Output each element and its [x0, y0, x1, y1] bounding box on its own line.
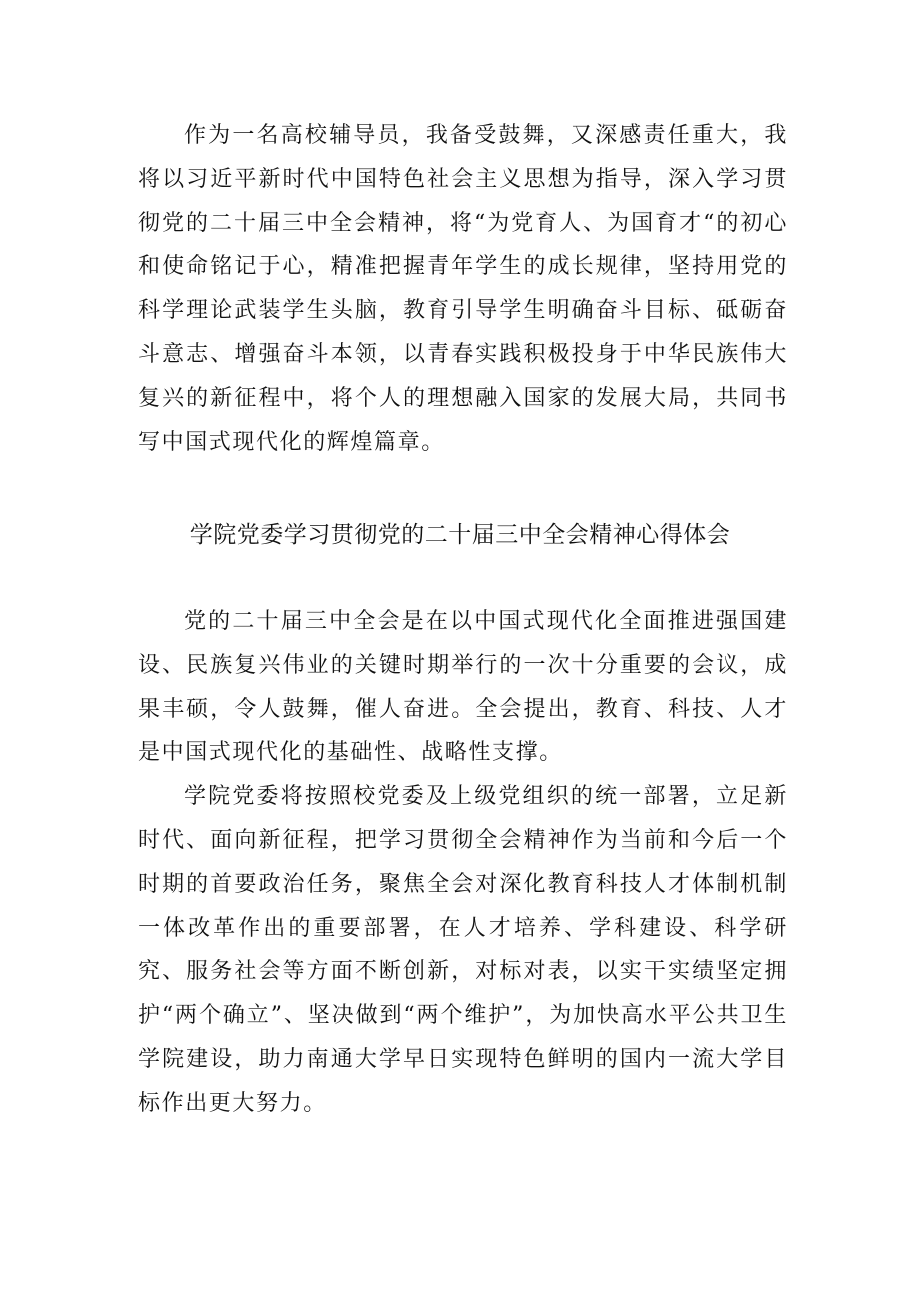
section-title: 学院党委学习贯彻党的二十届三中全会精神心得体会 [189, 522, 731, 548]
intro-section [138, 114, 788, 464]
intro-paragraph: 作为一名高校辅导员，我备受鼓舞，又深感责任重大，我将以习近平新时代中国特色社会主义思想为指导，深入学习贯彻党的二十届三中全会精神，将“为党育人、为国育才“的初心和使命铭记于心，精准把握青年学生的成长规律，坚持用党的科学理论武装学生头脑，教育引导学生明确奋斗目标、砥砺奋斗意志、增强奋斗本领，以青春实践积极投身于中华民族伟大复兴的新征程中，将个人的理想融入国家的发展大局，共同书写中国式现代化的辉煌篇章。 [138, 123, 788, 455]
body-paragraph-1: 党的二十届三中全会是在以中国式现代化全面推进强国建设、民族复兴伟业的关键时期举行的一次十分重要的会议，成果丰硕，令人鼓舞，催人奋进。全会提出，教育、科技、人才是中国式现代化的基础性、战略性支撑。 [138, 609, 788, 766]
section-body [138, 600, 788, 1126]
body-paragraph-2: 学院党委将按照校党委及上级党组织的统一部署，立足新时代、面向新征程，把学习贯彻全会精神作为当前和今后一个时期的首要政治任务，聚焦全会对深化教育科技人才体制机制一体改革作出的重要部署，在人才培养、学科建设、科学研究、服务社会等方面不断创新，对标对表，以实干实绩坚定拥护“两个确立”、坚决做到“两个维护”，为加快高水平公共卫生学院建设，助力南通大学早日实现特色鲜明的国内一流大学目标作出更大努力。 [138, 784, 788, 1116]
